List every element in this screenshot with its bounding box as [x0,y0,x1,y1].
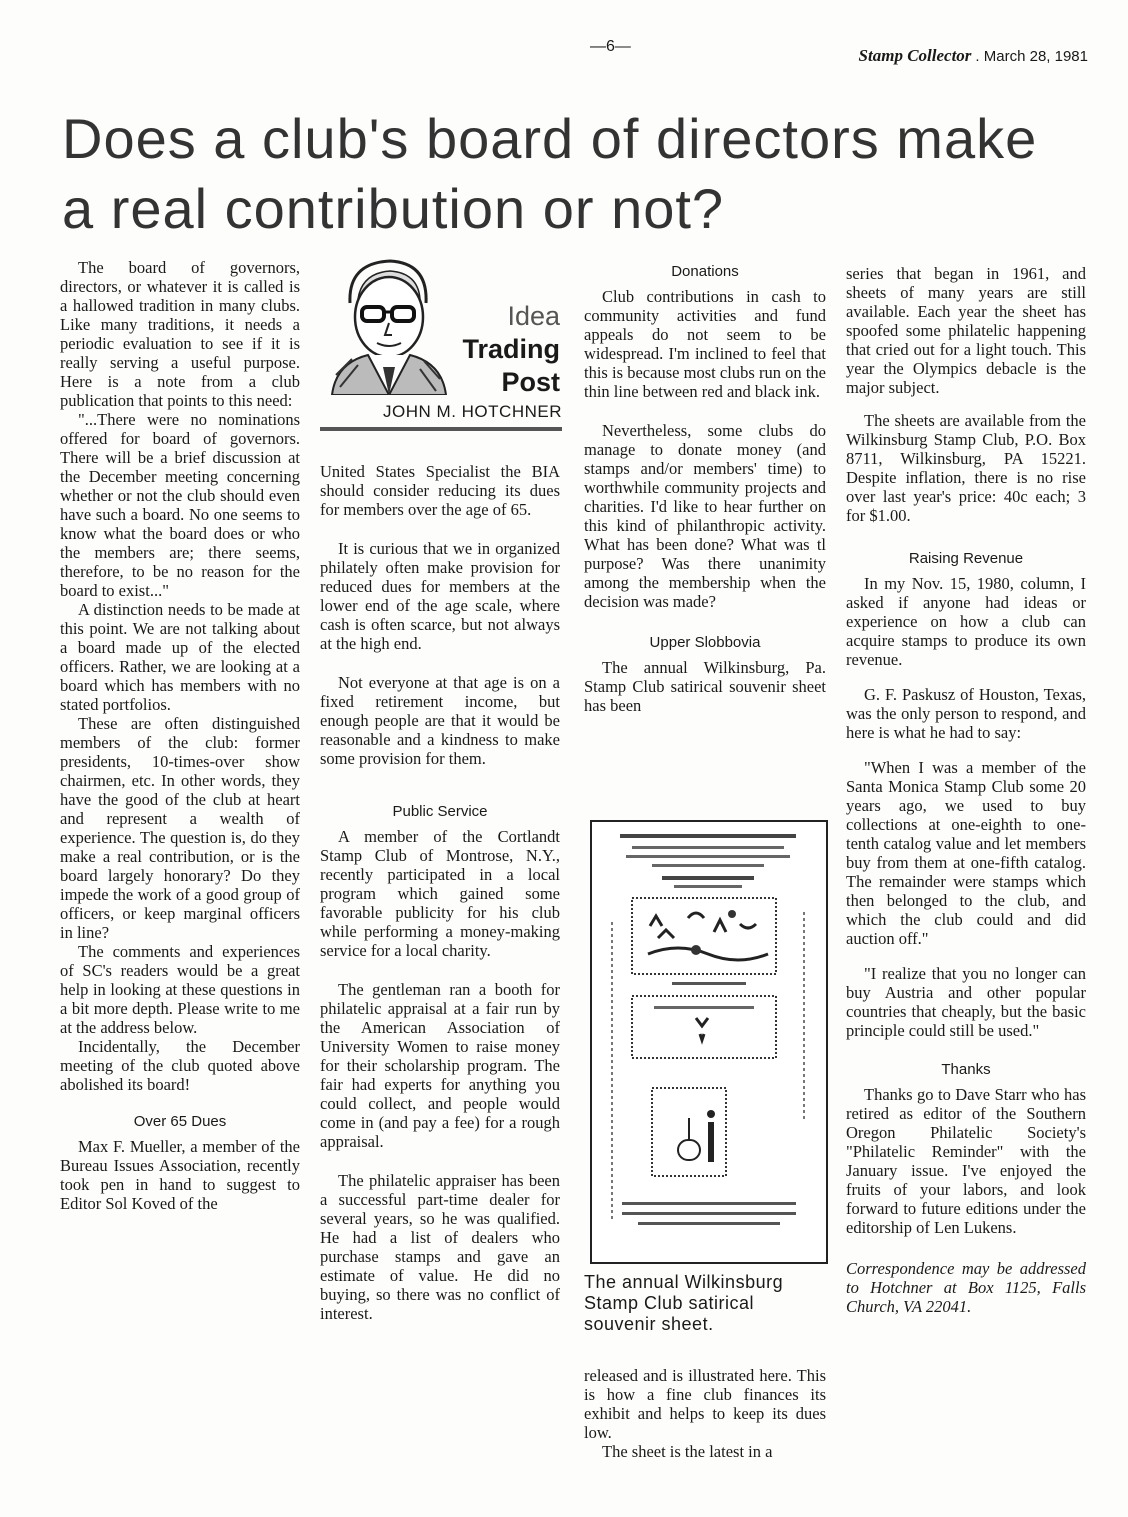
paragraph: Thanks go to Dave Starr who has retired as editor of the Southern Oregon Philatelic Society's "Philatelic Reminder" with the January issue. I've enjoyed the fruits of your labors, and look forward to future editions under the editorship of Len Lukens. [846,1085,1086,1237]
column-1 [60,258,300,1213]
paragraph: released and is illustrated here. This is how a fine club finances its exhibit and helps to keep its dues low. [584,1366,826,1442]
subhead-donations: Donations [671,263,739,280]
column-title-line: Trading [462,334,560,364]
subhead-public-service: Public Service [392,803,488,820]
paragraph: The annual Wilkinsburg, Pa. Stamp Club satirical souvenir sheet has been [584,658,826,715]
paragraph: Max F. Mueller, a member of the Bureau Issues Association, recently took pen in hand to suggest to Editor Sol Koved of the [60,1137,300,1213]
paragraph: The philatelic appraiser has been a successful part-time dealer for several years, so he was qualified. He had a list of dealers who purchase stamps and gave an estimate of value. He did no buying, so there was no conflict of interest. [320,1171,560,1323]
paragraph: "When I was a member of the Santa Monica Stamp Club some 20 years ago, we used to buy collections at one-eighth to one-tenth catalog value and let members buy from them at one-fifth catalog. The remainder were stamps which then belonged to the club, and which the club could and did auction off." [846,758,1086,948]
paragraph: A distinction needs to be made at this point. We are not talking about a board made up of the elected officers. Rather, we are looking at a board which has members with no stated portfolios. [60,600,300,714]
headline: Does a club's board of directors make a real contribution or not? [62,107,1038,240]
paragraph: The gentleman ran a booth for philatelic appraisal at a fair run by the American Association of University Women to raise money for their scholarship program. The fair had experts for anything you could collect, and people would come in (and pay a fee) for a rough appraisal. [320,980,560,1151]
subhead-upper-slobbovia: Upper Slobbovia [649,634,761,651]
paragraph: The comments and experiences of SC's readers would be a great help in looking at these questions in a bit more depth. Please write to me at the address below. [60,942,300,1037]
issue-date: . March 28, 1981 [975,48,1088,65]
image-caption: The annual Wilkinsburg Stamp Club satirical souvenir sheet. [584,1272,784,1334]
paragraph: The sheets are available from the Wilkinsburg Stamp Club, P.O. Box 8711, Wilkinsburg, PA 15221. Despite inflation, there is no rise over last year's price: 40c each; 3 for $1.00. [846,411,1086,525]
correspondence-note: Correspondence may be addressed to Hotchner at Box 1125, Falls Church, VA 22041. [846,1259,1086,1316]
paragraph: A member of the Cortlandt Stamp Club of Montrose, N.Y., recently participated in a local program which gained some favorable publicity for his club while performing a money-making service for a local charity. [320,827,560,960]
column-2 [320,462,560,1323]
column-3-continued [584,1366,826,1461]
paragraph: These are often distinguished members of the club: former presidents, 10-times-over show chairmen, etc. In other words, they have the good of the club at heart and represent a wealth of experience. The question is, do they make a real contribution, or is the board largely honorary? Do they impede the work of a good group of officers, or keep marginal officers in line? [60,714,300,942]
paragraph: Not everyone at that age is on a fixed retirement income, but enough people are that it would be reasonable and a kindness to make some provision for them. [320,673,560,768]
subhead-over-65-dues: Over 65 Dues [133,1113,227,1130]
paragraph: It is curious that we in organized philately often make provision for reduced dues for members at the lower end of the age scale, where cash is often scarce, but not always at the high end. [320,539,560,653]
paragraph: In my Nov. 15, 1980, column, I asked if anyone had ideas or experience on how a club can acquire stamps to produce its own revenue. [846,574,1086,669]
column-title [462,300,560,399]
subhead-thanks: Thanks [941,1061,991,1078]
publication-name: Stamp Collector [858,46,972,65]
paragraph: G. F. Paskusz of Houston, Texas, was the only person to respond, and here is what he had to say: [846,685,1086,742]
paragraph: The board of governors, directors, or whatever it is called is a hallowed tradition in many clubs. Like many traditions, it needs a periodic evaluation to see if it is really serving a useful purpose. Here is a note from a club publication that points to this need: [60,258,300,410]
column-4 [846,264,1086,1316]
column-logo [320,255,562,435]
page-number: —6— [590,38,631,55]
souvenir-sheet-image [590,820,828,1264]
byline: JOHN M. HOTCHNER [383,402,562,421]
paragraph: "I realize that you no longer can buy Austria and other popular countries that cheaply, but the basic principle could still be used." [846,964,1086,1040]
column-title-line: Post [501,367,560,397]
paragraph: United States Specialist the BIA should consider reducing its dues for members over the age of 65. [320,462,560,519]
souvenir-sheet-icon [592,822,826,1262]
subhead-raising-revenue: Raising Revenue [908,550,1024,567]
masthead [859,46,1088,66]
paragraph: The sheet is the latest in a [602,1442,773,1461]
paragraph: Incidentally, the December meeting of the club quoted above abolished its board! [60,1037,300,1094]
paragraph: "...There were no nominations offered for board of governors. There will be a brief discussion at the December meeting concerning whether or not the club should even have such a board. No one seems to know what the board does or who the members are; there seems, therefore, to be no reason for the board to exist..." [60,410,300,600]
author-portrait-icon [328,255,450,395]
column-title-line: Idea [507,301,560,331]
column-3 [584,262,826,715]
byline-rule [320,427,562,431]
paragraph: series that began in 1961, and sheets of many years are still available. Each year the sheet has spoofed some philatelic happening that cried out for a light touch. This year the Olympics debacle is the major subject. [846,264,1086,397]
paragraph: Club contributions in cash to community activities and fund appeals do not seem to be widespread. I'm inclined to feel that this is because most clubs run on the thin line between red and black ink. [584,287,826,401]
paragraph: Nevertheless, some clubs do manage to donate money (and stamps and/or members' time) to worthwhile community projects and charities. I'd like to hear further on this kind of philanthropic activity. What has been done? What was tl purpose? Was there unanimity among the membership when the decision was made? [584,421,826,611]
